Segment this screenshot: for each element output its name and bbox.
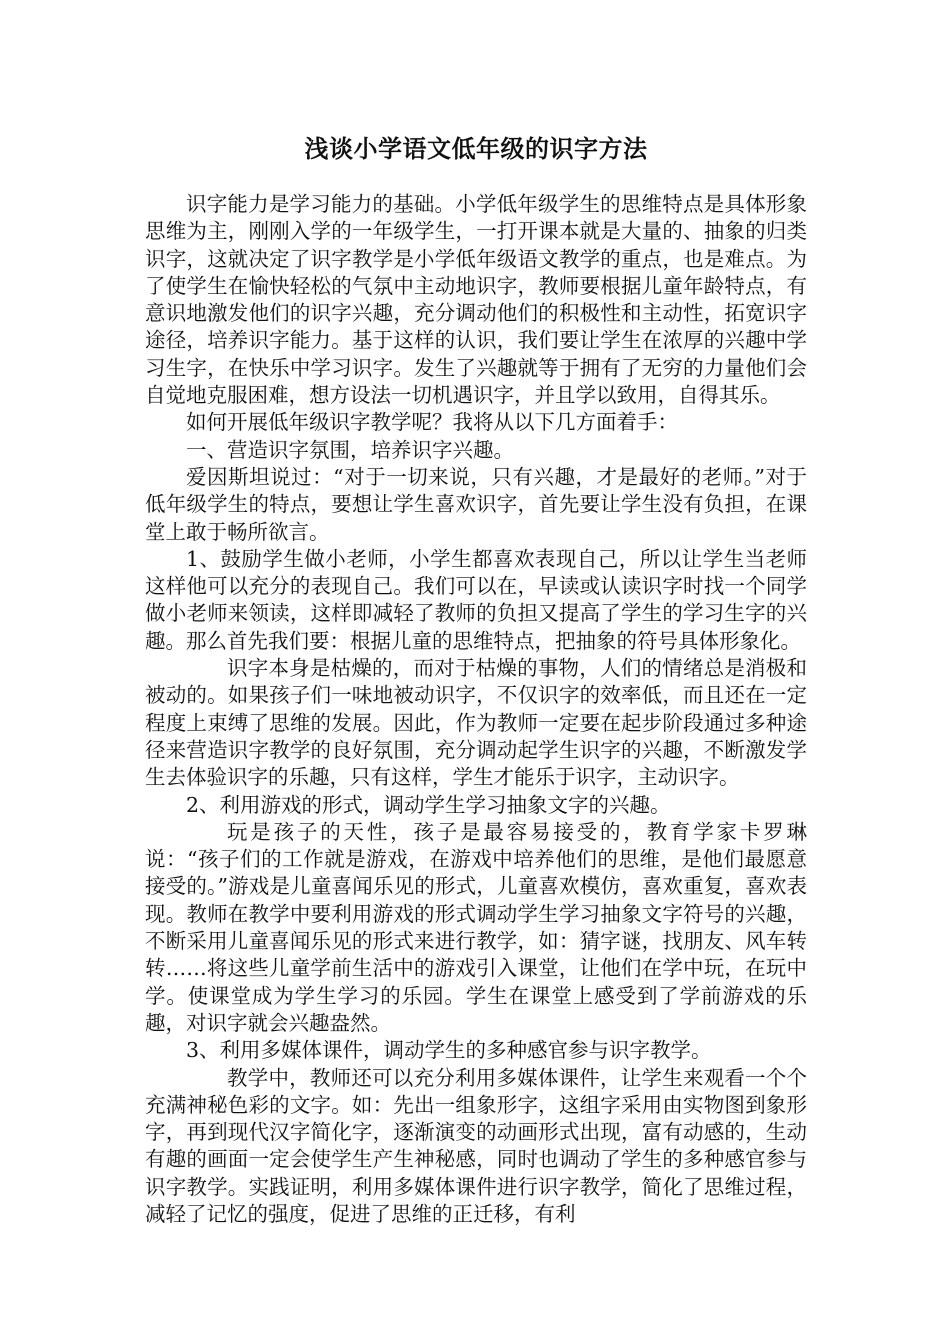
paragraph-2: 如何开展低年级识字教学呢？我将从以下几方面着手： <box>186 410 678 435</box>
paragraph-3: 爱因斯坦说过：“对于一切来说，只有兴趣，才是最好的老师。”对于低年级学生的特点，要想让学生喜欢识字，首先要让学生没有负担，在课堂上敢于畅所欲言。 <box>145 464 807 544</box>
paragraph-1: 识字能力是学习能力的基础。小学低年级学生的思维特点是具体形象思维为主，刚刚入学的一年级学生，一打开课本就是大量的、抽象的归类识字，这就决定了识字教学是小学低年级语文教学的重点，也是难点。为了使学生在愉快轻松的气氛中主动地识字，教师要根据儿童年龄特点，有意识地激发他们的识字兴趣，充分调动他们的积极性和主动性，拓宽识字途径，培养识字能力。基于这样的认识，我们要让学生在浓厚的兴趣中学习生字，在快乐中学习识字。发生了兴趣就等于拥有了无穷的力量他们会自觉地克服困难，想方设法一切机遇识字，并且学以致用，自得其乐。 <box>145 192 807 408</box>
subheading-2: 2、利用游戏的形式，调动学生学习抽象文字的兴趣。 <box>186 792 671 817</box>
document-title: 浅谈小学语文低年级的识字方法 <box>304 134 648 163</box>
paragraph-6: 玩是孩子的天性，孩子是最容易接受的，教育学家卡罗琳说：“孩子们的工作就是游戏，在游戏中培养他们的思维，是他们最愿意接受的。”游戏是儿童喜闻乐见的形式，儿童喜欢模仿，喜欢重复，喜欢表现。教师在教学中要利用游戏的形式调动学生学习抽象文字符号的兴趣，不断采用儿童喜闻乐见的形式来进行教学，如：猜字谜，找朋友、风车转转……将这些儿童学前生活中的游戏引入课堂，让他们在学中玩，在玩中学。使课堂成为学生学习的乐园。学生在课堂上感受到了学前游戏的乐趣，对识字就会兴趣盎然。 <box>145 819 807 1035</box>
section-heading-1: 一、营造识字氛围，培养识字兴趣。 <box>186 437 514 462</box>
paragraph-7: 教学中，教师还可以充分利用多媒体课件，让学生来观看一个个充满神秘色彩的文字。如：先出一组象形字，这组字采用由实物图到象形字，再到现代汉字简化字，逐渐演变的动画形式出现，富有动感的，生动有趣的画面一定会使学生产生神秘感，同时也调动了学生的多种感官参与识字教学。实践证明，利用多媒体课件进行识字教学，简化了思维过程，减轻了记忆的强度，促进了思维的正迁移，有利 <box>145 1065 807 1226</box>
subheading-3: 3、利用多媒体课件，调动学生的多种感官参与识字教学。 <box>186 1038 712 1063</box>
document-body <box>145 131 807 1228</box>
paragraph-4: 1、鼓励学生做小老师，小学生都喜欢表现自己，所以让学生当老师这样他可以充分的表现自己。我们可以在，早读或认读识字时找一个同学做小老师来领读，这样即减轻了教师的负担又提高了学生的学习生字的兴趣。那么首先我们要：根据儿童的思维特点，把抽象的符号具体形象化。 <box>145 546 807 653</box>
paragraph-5: 识字本身是枯燥的，而对于枯燥的事物，人们的情绪总是消极和被动的。如果孩子们一味地被动识字，不仅识字的效率低，而且还在一定程度上束缚了思维的发展。因此，作为教师一定要在起步阶段通过多种途径来营造识字教学的良好氛围，充分调动起学生识字的兴趣，不断激发学生去体验识字的乐趣，只有这样，学生才能乐于识字，主动识字。 <box>145 656 807 790</box>
